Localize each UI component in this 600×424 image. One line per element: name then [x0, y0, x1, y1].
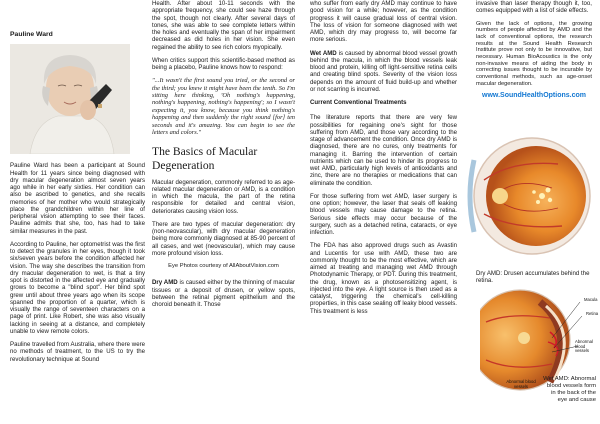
column-1 — [10, 0, 145, 369]
col2-paragraph-3: Macular degeneration, commonly referred to as age-related macular degeneration or AMD, is a condition in which the macula, the part of the retina responsible for detailed and central vision, deteriorates causing vision loss. — [152, 178, 295, 215]
dry-amd-eye-illustration — [462, 130, 598, 266]
abnormal-vessels-label-1: Abnormal blood vessels — [575, 339, 593, 354]
col2-paragraph-1: Health. After about 10-11 seconds with the appropriate frequency, she could see haze through the spot, though not clearly. After several days of tones, she was able to see complete letters within the holes and eventually the span of her impairment decreased as did holes in her vision. She even regained the ability to see rich colors myopically. — [152, 0, 295, 51]
macula-label: Macula — [584, 297, 598, 302]
col2-paragraph-dry-amd — [152, 279, 295, 308]
wet-amd-caption: Wet AMD: Abnormal blood vessels form in the back of the eye and cause — [543, 376, 596, 403]
photo-credit: Eye Photos courtesy of AllAboutVision.com — [168, 263, 279, 269]
pauline-quote: "...It wasn't the first sound you tried, or the second or the third; you knew it might have been the tenth. So I'm sitting here thinking, 'Oh nothing's happening, nothing's happening, nothing's happening'; so I wasn't expecting it, you know, because you think nothing's happening and then suddenly the right sound [for] ten seconds and it's amazing. You can begin to see the letters and colors." — [152, 77, 295, 137]
col3-paragraph-2: The literature reports that there are very few possibilities for regaining one's sight for those suffering from AMD, and those vary according to the stage of advancement the condition. Once dry AMD is diagnosed, there are no cures, only treatments for managing it. Barring the intervention of certain nutrients which can be used to hinder its progress to wet AMD, particularly high levels of antioxidants and zinc, there are no therapies or medications that can eliminate the condition. — [310, 114, 457, 187]
col3-paragraph-3: For those suffering from wet AMD, laser surgery is one option; however, the laser that seals off leaking blood vessels may cause damage to the retina. Serious side effects may occur because of the surgery, such as a detached retina, cataracts, or eye infection. — [310, 192, 457, 236]
subhead-treatments: Current Conventional Treatments — [310, 99, 407, 106]
dry-amd-text: is caused either by the thinning of macular tissues or a deposit of drusen, or yellow spots, between the retinal pigment epithelium and the choroid beneath it. Those — [152, 279, 295, 308]
column-4 — [476, 0, 592, 99]
interviewee-name: Pauline Ward — [10, 31, 53, 38]
wet-amd-term: Wet AMD — [310, 49, 337, 57]
column-2 — [152, 0, 295, 314]
col1-paragraph-3: Pauline travelled from Australia, where there were no methods of treatment, to the US to try the revolutionary technique at Sound — [10, 341, 145, 363]
col1-paragraph-2: According to Pauline, her optometrist was the first to detect the granules in her eyes, though it took six/seven years before the condition affected her vision. The way she describes the transition from dry macular degeneration to wet, is that a tiny spot is distorted in the affected eye and gradually grows to become a "blind spot". Her blind spot grew until about three years ago when its scope spanned the proportion of a quarter, which is visually the range of seventeen characters on a page of print. Like Robert, she was also visually lacking in seeing at a distance, and completely unable to view remote colors. — [10, 240, 145, 335]
col2-paragraph-4: There are two types of macular degeneration: dry (non-neovascular), with dry macular degeneration being more commonly diagnosed at 85-90 percent of all cases, and wet (neovascular), which may cause more profound vision loss. — [152, 220, 295, 257]
col3-paragraph-4: The FDA has also approved drugs such as Avastin and Lucentis for use with AMD, these two are commonly thought to be the most effective, which are aimed at treating and managing wet AMD through Photodynamic Therapy, or PDT. During this treatment, the drug, known as a photosensitizing agent, is injected into the eye. A light source is then used as a catalyst, triggering the chemical's cell-killing properties, in this case sealing off leaky blood vessels. This treatment is less — [310, 242, 457, 315]
column-3 — [310, 0, 457, 321]
col4-paragraph-2: Given the lack of options, the growing numbers of people affected by AMD and the lack of conventional options, the research results at the Sound Health Research Institute prove not only to be innovative, but necessary. Human BioAcoustics is the only non-invasive means of aiding the body in correcting issues thought to be incurable by conventional methods, such as age-onset macular degeneration. — [476, 20, 592, 87]
col3-paragraph-1: who suffer from early dry AMD may continue to have good vision for a while; however, as the condition progress it will cause gradual loss of central vision. The loss of vision for someone diagnosed with wet AMD, which dry may progress to, will become far more serious. — [310, 0, 457, 44]
col2-paragraph-2: When critics support this scientific-based method as being a placebo, Pauline knows how to respond: — [152, 56, 295, 71]
portrait-photo — [10, 44, 130, 154]
dry-amd-term: Dry AMD — [152, 279, 178, 287]
col4-paragraph-1: invasive than laser therapy though it, too, comes equipped with a list of side effects. — [476, 0, 592, 15]
dry-amd-caption: Dry AMD: Drusen accumulates behind the retina. — [476, 270, 590, 285]
retina-label: Retina — [586, 311, 599, 316]
col1-paragraph-1: Pauline Ward has been a participant at Sound Health for 11 years since being diagnosed with dry macular degeneration almost seven years ago while in her early sixties. Her condition can also be ascribed to genetics, and she recalls memories of her mother who would strategically place the grandchildren within her line of peripheral vision attempting to see their faces. Pauline admits that she, too, has had to take similar measures in the past. — [10, 162, 145, 235]
col3-paragraph-wet-amd — [310, 50, 457, 94]
section-heading-basics: The Basics of Macular Degeneration — [152, 144, 258, 172]
woman-on-phone-image — [10, 44, 130, 154]
wet-amd-text: is caused by abnormal blood vessel growth behind the macula, in which the blood vessels leak blood and protein, killing off light-sensitive retina cells and creating blind spots. Severity of the vision loss depends on the amount of fluid build-up and whether or not scarring is incurred. — [310, 49, 457, 93]
abnormal-vessels-label-2: Abnormal blood vessels — [506, 379, 536, 389]
website-link[interactable]: www.SoundHealthOptions.com — [482, 91, 586, 99]
